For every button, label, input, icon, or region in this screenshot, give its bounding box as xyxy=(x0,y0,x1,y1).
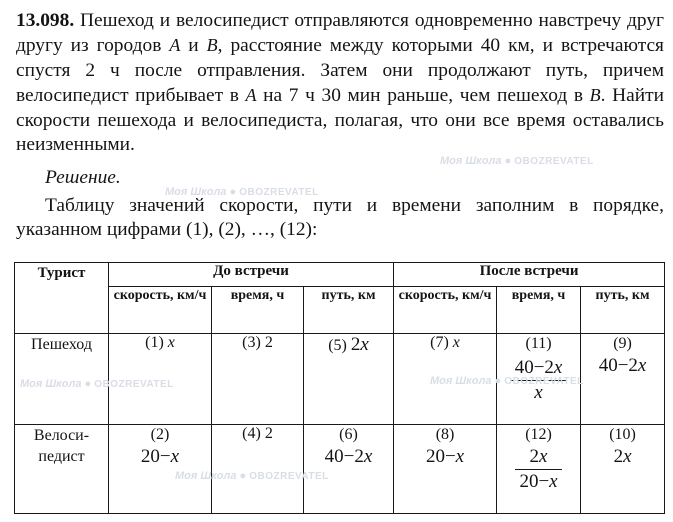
city-b-label: B xyxy=(589,85,601,106)
city-a-label: A xyxy=(245,85,257,106)
cell-expression xyxy=(109,445,211,469)
watermark-text: OBOZREVATEL xyxy=(94,379,174,390)
cell-var: x xyxy=(534,382,543,403)
problem-text-part: Пешеход и велосипедист отправляются одновременно навстречу друг другу из городов xyxy=(16,10,664,57)
city-b-label: B xyxy=(206,35,218,56)
watermark: Моя Школа ● OBOZREVATEL xyxy=(440,155,594,167)
solution-title: Решение. xyxy=(45,167,121,188)
cell-value: 40−2 xyxy=(598,355,638,376)
fraction-numerator xyxy=(515,445,561,470)
cell-value: 2 xyxy=(529,446,540,467)
row-name-pedestrian: Пешеход xyxy=(15,334,109,425)
header-path-after: путь, км xyxy=(581,287,665,334)
problem-text-part: , расстояние между которыми 40 км, и встречаются спустя 2 ч после отправления. Затем они продолжают путь, причем велосипедист прибывает в xyxy=(16,35,664,107)
cell-expression xyxy=(581,445,664,469)
cell-label: (10) xyxy=(609,426,636,443)
row-name-line: Велоси- xyxy=(33,427,90,444)
watermark: Моя Школа ● OBOZREVATEL xyxy=(165,186,319,198)
cell-expression xyxy=(394,445,496,469)
watermark: Моя Школа ● OBOZREVATEL xyxy=(430,375,584,387)
cell-time-after xyxy=(497,425,581,514)
cell-var: x xyxy=(637,355,647,376)
watermark-text: Моя Школа xyxy=(440,155,502,167)
watermark: Моя Школа ● OBOZREVATEL xyxy=(20,378,174,390)
cell-value: 2 xyxy=(613,446,624,467)
header-time-after: время, ч xyxy=(497,287,581,334)
cell-var: x xyxy=(170,446,180,467)
watermark: Моя Школа ● OBOZREVATEL xyxy=(175,470,329,482)
cell-path-before xyxy=(304,334,394,425)
fraction xyxy=(511,356,567,405)
problem-text-part: и xyxy=(180,35,207,57)
cell-var: x xyxy=(539,446,548,467)
solution-text: Таблицу значений скорости, пути и времени заполним в порядке, указанном цифрами (1), (2), …, (12): xyxy=(16,195,664,241)
watermark-text: Моя Школа xyxy=(430,375,492,387)
cell-var: x xyxy=(363,446,373,467)
cell-var: x xyxy=(167,334,175,351)
row-name-cyclist xyxy=(15,425,109,514)
header-speed-after: скорость, км/ч xyxy=(394,287,497,334)
cell-time-before: (4) 2 xyxy=(212,425,304,514)
cell-label: (11) xyxy=(525,335,552,352)
cell-var: x xyxy=(452,334,460,351)
cell-value: 20− xyxy=(425,446,456,467)
city-a-label: A xyxy=(169,35,181,56)
cell-expression xyxy=(304,445,393,469)
cell-label: (7) xyxy=(430,334,449,351)
cell-speed-after xyxy=(394,334,497,425)
watermark-text: OBOZREVATEL xyxy=(249,471,329,482)
fraction-denominator xyxy=(515,470,561,494)
cell-value: 2 xyxy=(350,334,361,355)
header-after-meeting: После встречи xyxy=(394,263,665,287)
values-table xyxy=(14,262,665,514)
cell-label: (1) xyxy=(145,334,164,351)
cell-var: x xyxy=(455,446,465,467)
watermark-text: OBOZREVATEL xyxy=(239,187,319,198)
cell-label: (2) xyxy=(150,426,170,443)
cell-value: 40−2 xyxy=(514,357,554,378)
cell-var: x xyxy=(623,446,632,467)
cell-value: 20− xyxy=(519,471,550,492)
header-tourist: Турист xyxy=(15,263,109,334)
cell-value: 40−2 xyxy=(324,446,364,467)
cell-speed-before xyxy=(109,425,212,514)
watermark-text: OBOZREVATEL xyxy=(504,376,584,387)
fraction-denominator xyxy=(511,381,567,405)
cell-expression xyxy=(581,354,664,378)
watermark-text: Моя Школа xyxy=(165,186,227,198)
cell-path-before xyxy=(304,425,394,514)
problem-text-part: на 7 ч 30 мин раньше, чем пешеход в xyxy=(256,85,590,107)
header-time-before: время, ч xyxy=(212,287,304,334)
header-before-meeting: До встречи xyxy=(109,263,394,287)
cell-var: x xyxy=(549,471,558,492)
cell-label: (8) xyxy=(435,426,455,443)
cell-path-after xyxy=(581,334,665,425)
header-speed-before: скорость, км/ч xyxy=(109,287,212,334)
fraction-numerator xyxy=(511,356,567,381)
fraction xyxy=(515,445,561,494)
cell-path-after xyxy=(581,425,665,514)
cell-value: 20− xyxy=(140,446,171,467)
cell-time-after xyxy=(497,334,581,425)
cell-var: x xyxy=(360,334,369,355)
cell-speed-after xyxy=(394,425,497,514)
problem-statement xyxy=(16,9,664,157)
row-name-line: педист xyxy=(38,448,85,465)
problem-text-part: . Найти скорости пешехода и велосипедиста, полагая, что они все время оставались неизменными. xyxy=(16,85,664,156)
watermark-text: Моя Школа xyxy=(175,470,237,482)
header-path-before: путь, км xyxy=(304,287,394,334)
cell-var: x xyxy=(553,357,563,378)
watermark-text: OBOZREVATEL xyxy=(514,156,594,167)
cell-label: (5) xyxy=(328,337,347,354)
table-row-pedestrian xyxy=(15,334,665,425)
cell-label: (6) xyxy=(339,426,358,443)
cell-label: (12) xyxy=(525,426,552,443)
cell-time-before: (3) 2 xyxy=(212,334,304,425)
watermark-text: Моя Школа xyxy=(20,378,82,390)
cell-label: (9) xyxy=(613,335,632,352)
table-row-cyclist xyxy=(15,425,665,514)
problem-number: 13.098. xyxy=(16,10,75,31)
cell-speed-before xyxy=(109,334,212,425)
